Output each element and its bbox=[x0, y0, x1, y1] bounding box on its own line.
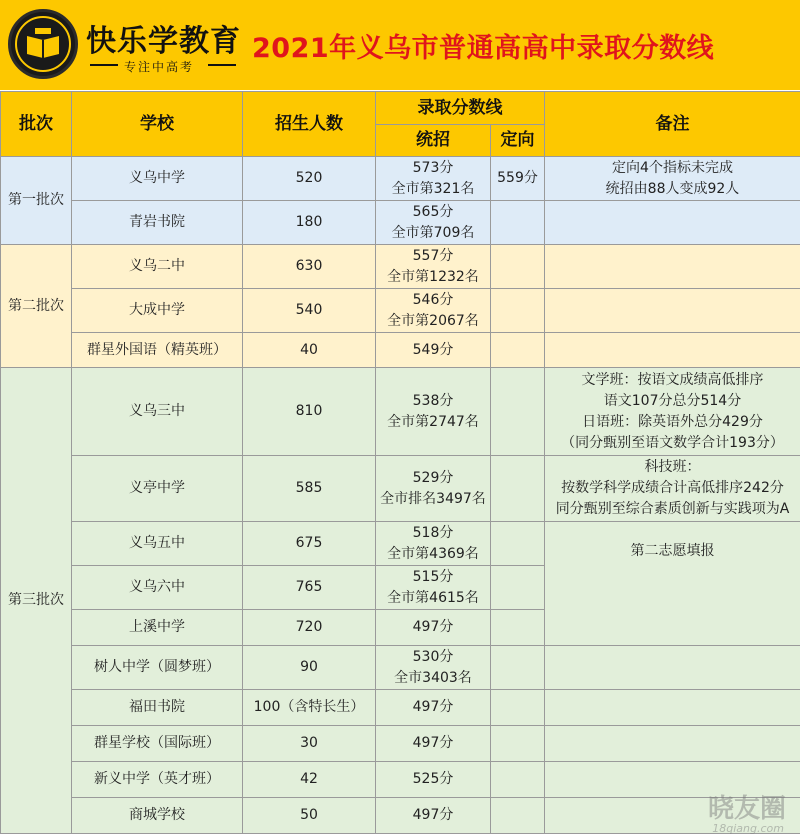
unified-score bbox=[376, 726, 491, 762]
rank-line: 全市第2747名 bbox=[387, 413, 479, 430]
directed-score bbox=[491, 245, 545, 289]
unified-score bbox=[376, 157, 491, 201]
score-line: 573分 bbox=[412, 159, 454, 176]
note-line: 文学班：按语文成绩高低排序 bbox=[581, 371, 764, 388]
unified-score bbox=[376, 289, 491, 333]
col-header-directed: 定向 bbox=[491, 125, 545, 157]
directed-score bbox=[491, 610, 545, 646]
school-name: 义亭中学 bbox=[72, 456, 243, 522]
score-line: 515分 bbox=[412, 568, 454, 585]
note-line: 统招由88人变成92人 bbox=[605, 180, 740, 197]
unified-score bbox=[376, 333, 491, 368]
unified-score bbox=[376, 201, 491, 245]
school-name: 福田书院 bbox=[72, 690, 243, 726]
score-line: 530分 bbox=[412, 648, 454, 665]
note-line: 按数学科学成绩合计高低排序242分 bbox=[561, 480, 784, 496]
unified-score bbox=[376, 566, 491, 610]
directed-score bbox=[491, 762, 545, 798]
note-cell bbox=[545, 157, 800, 201]
directed-score bbox=[491, 798, 545, 834]
score-line: 497分 bbox=[412, 699, 454, 715]
note-cell bbox=[545, 333, 800, 368]
school-name: 群星外国语（精英班） bbox=[72, 333, 243, 368]
enroll-count: 810 bbox=[243, 368, 376, 456]
school-name: 树人中学（圆梦班） bbox=[72, 646, 243, 690]
directed-score bbox=[491, 646, 545, 690]
batch-label-2: 第二批次 bbox=[1, 245, 72, 368]
brand-name: 快乐学教育 bbox=[86, 24, 241, 59]
note-line: 日语班：除英语外总分429分 bbox=[582, 413, 763, 430]
note-cell bbox=[545, 201, 800, 245]
note-cell bbox=[545, 456, 800, 522]
score-line: 497分 bbox=[412, 807, 454, 823]
note-cell bbox=[545, 368, 800, 456]
enroll-count: 100（含特长生） bbox=[243, 690, 376, 726]
rank-line: 全市第2067名 bbox=[387, 312, 479, 329]
rank-line: 全市第4615名 bbox=[387, 589, 479, 606]
score-line: 549分 bbox=[412, 341, 454, 358]
enroll-count: 540 bbox=[243, 289, 376, 333]
rank-line: 全市第1232名 bbox=[387, 268, 479, 285]
directed-score bbox=[491, 368, 545, 456]
enroll-count: 42 bbox=[243, 762, 376, 798]
school-name: 新义中学（英才班） bbox=[72, 762, 243, 798]
score-line: 518分 bbox=[412, 524, 454, 541]
directed-score: 559分 bbox=[491, 157, 545, 201]
unified-score bbox=[376, 798, 491, 834]
directed-score bbox=[491, 456, 545, 522]
note-cell bbox=[545, 726, 800, 762]
score-line: 546分 bbox=[412, 291, 454, 308]
score-line: 538分 bbox=[412, 392, 454, 409]
school-name: 上溪中学 bbox=[72, 610, 243, 646]
col-header-batch: 批次 bbox=[1, 92, 72, 157]
unified-score bbox=[376, 610, 491, 646]
slogan-divider-right bbox=[208, 64, 236, 66]
score-line: 557分 bbox=[412, 247, 454, 264]
enroll-count: 30 bbox=[243, 726, 376, 762]
enroll-count: 630 bbox=[243, 245, 376, 289]
enroll-count: 50 bbox=[243, 798, 376, 834]
school-name: 义乌中学 bbox=[72, 157, 243, 201]
rank-line: 全市3403名 bbox=[394, 669, 472, 686]
school-name: 义乌二中 bbox=[72, 245, 243, 289]
score-line: 525分 bbox=[412, 771, 454, 787]
admission-score-table bbox=[0, 91, 800, 834]
col-header-score: 录取分数线 bbox=[376, 92, 545, 125]
enroll-count: 520 bbox=[243, 157, 376, 201]
note-line: 科技班： bbox=[644, 459, 701, 475]
unified-score bbox=[376, 456, 491, 522]
note-cell bbox=[545, 245, 800, 289]
book-logo-icon bbox=[11, 12, 75, 76]
note-line: 定向4个指标未完成 bbox=[612, 159, 733, 176]
school-name: 义乌五中 bbox=[72, 522, 243, 566]
school-name: 群星学校（国际班） bbox=[72, 726, 243, 762]
rank-line: 全市排名3497名 bbox=[380, 490, 486, 507]
note-cell bbox=[545, 646, 800, 690]
note-cell bbox=[545, 522, 800, 646]
unified-score bbox=[376, 522, 491, 566]
unified-score bbox=[376, 646, 491, 690]
school-name: 大成中学 bbox=[72, 289, 243, 333]
unified-score bbox=[376, 690, 491, 726]
rank-line: 全市第709名 bbox=[391, 224, 475, 241]
col-header-school: 学校 bbox=[72, 92, 243, 157]
directed-score bbox=[491, 726, 545, 762]
note-line: （同分甄别至语文数学合计193分） bbox=[561, 434, 784, 451]
enroll-count: 765 bbox=[243, 566, 376, 610]
rank-line: 全市第321名 bbox=[391, 180, 475, 197]
enroll-count: 180 bbox=[243, 201, 376, 245]
note-cell bbox=[545, 690, 800, 726]
brand-slogan: 专注中高考 bbox=[124, 60, 195, 74]
enroll-count: 40 bbox=[243, 333, 376, 368]
score-line: 565分 bbox=[412, 203, 454, 220]
col-header-enroll: 招生人数 bbox=[243, 92, 376, 157]
col-header-note: 备注 bbox=[545, 92, 800, 157]
school-name: 义乌六中 bbox=[72, 566, 243, 610]
enroll-count: 90 bbox=[243, 646, 376, 690]
brand-logo bbox=[8, 9, 78, 79]
page-title: 2021年义乌市普通高高中录取分数线 bbox=[252, 33, 715, 64]
watermark-logo: 晓友圈 bbox=[707, 794, 786, 824]
header-banner bbox=[0, 0, 800, 90]
directed-score bbox=[491, 566, 545, 610]
unified-score bbox=[376, 762, 491, 798]
school-name: 青岩书院 bbox=[72, 201, 243, 245]
directed-score bbox=[491, 522, 545, 566]
watermark-url: 18qiang.com bbox=[712, 822, 784, 835]
unified-score bbox=[376, 368, 491, 456]
enroll-count: 720 bbox=[243, 610, 376, 646]
unified-score bbox=[376, 245, 491, 289]
directed-score bbox=[491, 289, 545, 333]
batch-label-3: 第三批次 bbox=[1, 368, 72, 834]
score-line: 529分 bbox=[412, 469, 454, 486]
col-header-unified: 统招 bbox=[376, 125, 491, 157]
directed-score bbox=[491, 690, 545, 726]
directed-score bbox=[491, 333, 545, 368]
note-cell bbox=[545, 289, 800, 333]
slogan-divider-left bbox=[90, 64, 118, 66]
score-line: 497分 bbox=[412, 619, 454, 635]
batch-label-1: 第一批次 bbox=[1, 157, 72, 245]
score-line: 497分 bbox=[412, 735, 454, 751]
enroll-count: 585 bbox=[243, 456, 376, 522]
directed-score bbox=[491, 201, 545, 245]
school-name: 义乌三中 bbox=[72, 368, 243, 456]
school-name: 商城学校 bbox=[72, 798, 243, 834]
note-line: 第二志愿填报 bbox=[630, 543, 715, 559]
enroll-count: 675 bbox=[243, 522, 376, 566]
note-line: 语文107分总分514分 bbox=[603, 392, 742, 409]
note-line: 同分甄别至综合素质创新与实践项为A bbox=[555, 501, 790, 517]
rank-line: 全市第4369名 bbox=[387, 545, 479, 562]
